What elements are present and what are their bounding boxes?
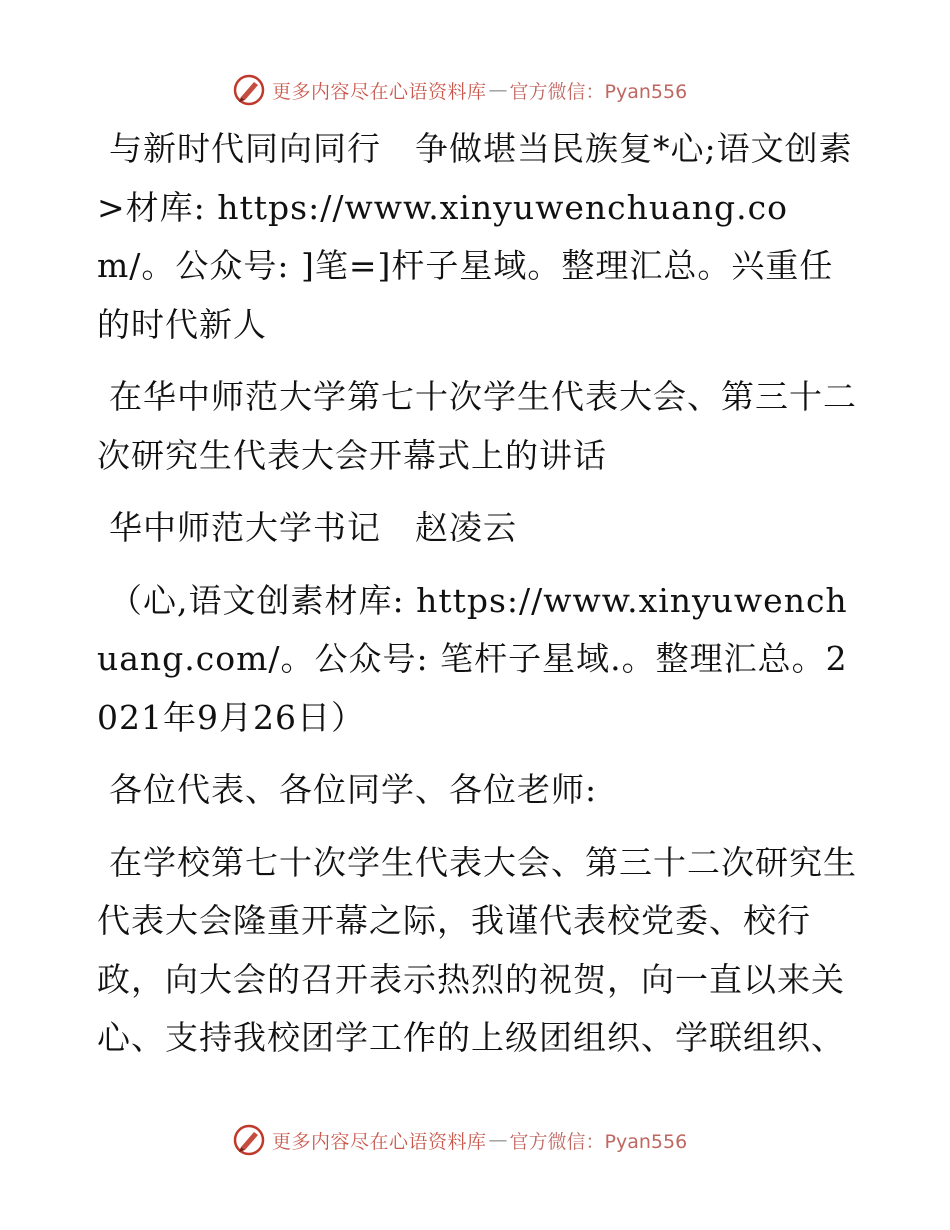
paragraph-body: 在学校第七十次学生代表大会、第三十二次研究生代表大会隆重开幕之际，我谨代表校党委、校行政，向大会的召开表示热烈的祝贺，向一直以来关心、支持我校团学工作的上级团组织、学联组织、	[97, 842, 857, 1057]
paragraph-source-date: （心,语文创素材库: https://www.xinyuwenchuang.com/。公众号: 笔杆子星域.。整理汇总。2021年9月26日）	[97, 580, 848, 737]
watermark-site-text: 更多内容尽在心语资料库	[272, 1130, 487, 1153]
watermark-dash: —	[488, 79, 508, 101]
watermark-banner-top	[232, 70, 687, 110]
paragraph-author: 华中师范大学书记 赵凌云	[109, 508, 517, 547]
watermark-site-text: 更多内容尽在心语资料库	[272, 80, 487, 103]
paragraph-subtitle: 在华中师范大学第七十次学生代表大会、第三十二次研究生代表大会开幕式上的讲话	[97, 377, 857, 475]
watermark-wechat-text: 官方微信：Pyan556	[509, 1130, 688, 1153]
paragraph-title: 与新时代同向同行 争做堪当民族复*心;语文创素>材库: https://www.xinyuwenchuang.com/。公众号: ]笔=]杆子星域。整理汇总。兴重任的时代新人	[97, 129, 853, 344]
document-body	[97, 120, 857, 1082]
watermark-banner-bottom	[232, 1120, 687, 1160]
paragraph-salutation: 各位代表、各位同学、各位老师:	[109, 770, 598, 809]
watermark-dash: —	[488, 1129, 508, 1151]
pen-logo-icon	[232, 73, 266, 107]
watermark-wechat-text: 官方微信：Pyan556	[509, 80, 688, 103]
pen-logo-icon	[232, 1123, 266, 1157]
